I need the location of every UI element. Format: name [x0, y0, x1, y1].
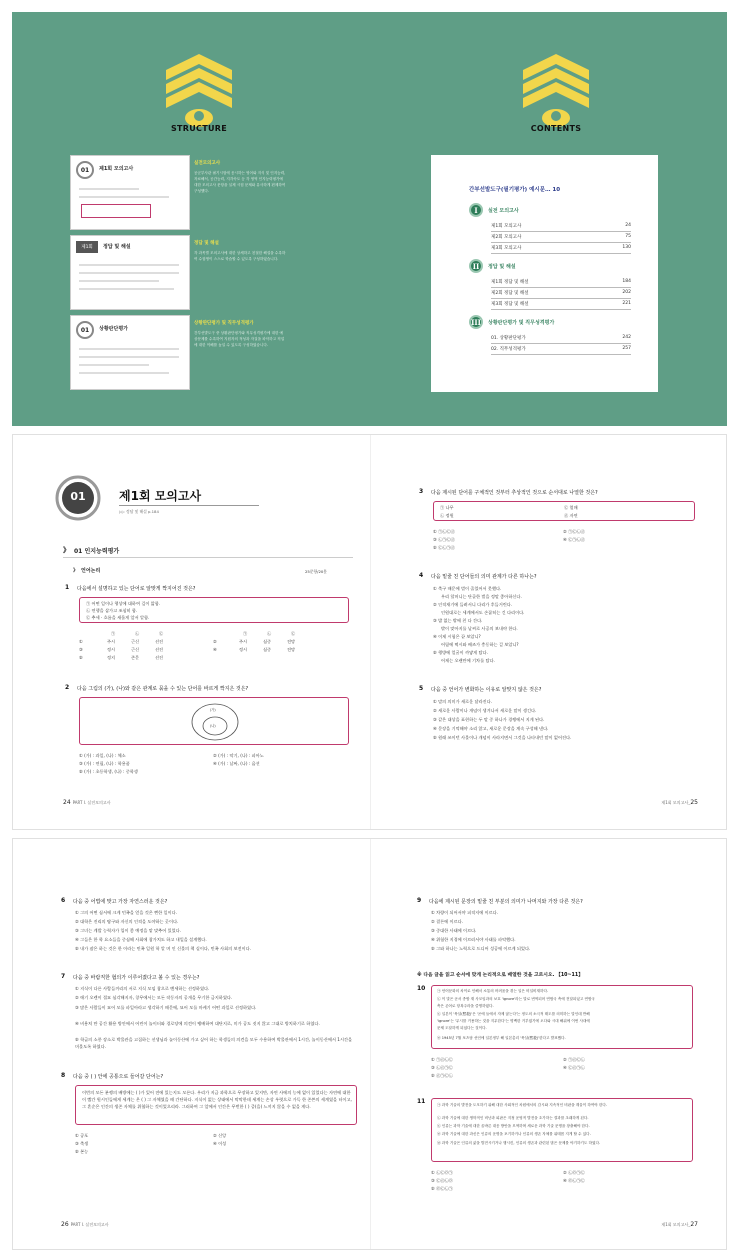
page-spread-26-27: [12, 838, 727, 1250]
option-4[interactable]: ④ 비용처 만 공간 활용 방안에서 어린이 놀이터와 경로당에 의견이 팽배하여 대단지로, 미가 공도 짓지 않고 그대로 방치하기로 하였다.: [75, 1021, 320, 1026]
contents-heading: 간부선발도구(필기평가) 예시문… 10: [469, 187, 561, 193]
contents-item: 01. 상황판단평가 242: [491, 335, 631, 341]
structure-label: STRUCTURE: [170, 124, 228, 133]
question-number: 5: [419, 685, 424, 692]
contents-item: 제3회 정답 및 해설 221: [491, 301, 631, 307]
question-number: 9: [417, 897, 422, 904]
option-2[interactable]: ② 인적재기에 들려서니 다리가 후들거린다.: [433, 602, 513, 607]
question-number: 3: [419, 488, 424, 495]
option-5[interactable]: ⑤: [79, 655, 83, 660]
option-4[interactable]: ④ 이제 시험은 끝 보았니?: [433, 634, 481, 639]
option-5[interactable]: ⑤ 원래 쓰이던 사물이나 개념이 사라지면서 그것을 나타내던 말이 없어진다.: [433, 735, 572, 740]
military-rank-emblem-icon: [521, 52, 591, 130]
option-4[interactable]: ④ 이성: [213, 1141, 227, 1146]
structure-desc-title: 정답 및 해설: [194, 241, 219, 246]
option-5[interactable]: ⑤ 학급의 소풍 장소로 박물관을 고집하는 선생님과 놀이동산에 가고 싶어 하는 학생들의 의견을 모두 수용하여 박물관에서 1시간, 놀이동산에서 1시간을 머물도록 하였다.: [75, 1037, 353, 1049]
contents-item: 제1회 정답 및 해설 184: [491, 279, 631, 285]
question-number: 10: [417, 985, 426, 992]
option-5[interactable]: ⑤ (가) : 초등학생, (나) : 중학생: [79, 769, 138, 774]
option-1[interactable]: ① ㉠㉡㉢㉣: [433, 529, 455, 534]
military-rank-emblem-icon: [164, 52, 234, 130]
option-3[interactable]: ③ 많은 사람들이 묘어 모를 파일아라고 생각하기 때문에, 묘어 모를 마케기 어떤 과일로 선정하였다.: [75, 1005, 257, 1010]
option-5[interactable]: ⑤ ㉢㉡㉠㉣: [433, 545, 455, 550]
diagram-box: (가) (나): [79, 697, 349, 745]
option-1[interactable]: ① ㉡㉢㉤㉠: [431, 1170, 453, 1175]
option-3[interactable]: ③ ㉡㉠㉢㉣: [433, 537, 455, 542]
option-3[interactable]: ③ ㉡㉣㉠㉢: [431, 1065, 453, 1070]
contents-item: 제2회 모의고사 75: [491, 234, 631, 240]
question-text: 다음 중 바람직한 협의가 이루어졌다고 볼 수 있는 경우는?: [73, 975, 200, 981]
option-3[interactable]: ③ 같은 대상을 표현하는 두 말 중 하나가 경쟁에서 지게 된다.: [433, 717, 545, 722]
passage-box: 이번의 모든 분쟁의 배방에는 ( )가 있어 전에 있는지도 모른다. 우리가 지금 과학으로 무장하고 있지만, 자연 사에의 능에 없이 있었다는 자연에 대한이 빨간 원시인들에게 세계는 온 ( ) 그 자체였을 때 간단하다. 지식이 없는 상태에서 막막한데 세계는 손상 우렷으로 가득 한 존쓴의 세계였을 터이고, 그 혼순은 인간의 생존 자체를 위협하는 것이었으리라. 그러하여 그 앞에서 인간은 무번한 ( ) 증(을) 느끼지 않을 수 없을 게다.: [75, 1085, 357, 1125]
thumb-title: 정답 및 해설: [103, 244, 131, 250]
structure-thumbnail-2: [70, 235, 190, 310]
structure-desc-text: 간부선발도구 중 상황판단평가와 직무성격평가에 대한 예상문제를 수록하여 지원자의 적성과 자질을 파악하고 직업에 대한 이해를 높일 수 있도록 구성하였습니다.: [194, 331, 285, 347]
option-1[interactable]: ① 차량이 되어서야 피적저에 이르다.: [431, 910, 499, 915]
question-number: 8: [61, 1072, 66, 1079]
option-4[interactable]: ④ (가) : 날짜, (나) : 옵션: [213, 761, 260, 766]
structure-desc-title: 상황판단평가 및 직무성격평가: [194, 321, 254, 326]
option-1[interactable]: ① 공포: [75, 1133, 89, 1138]
chapter-number: 01: [70, 490, 86, 503]
page-footer-right: 제1회 모의고사_25: [661, 799, 698, 806]
option-2[interactable]: ② ㉠㉣㉢㉡: [563, 1057, 585, 1062]
structure-thumbnail-1: [70, 155, 190, 230]
option-4[interactable]: ④ ㉤㉡㉠㉢: [563, 1178, 585, 1183]
chapter-title: 제1회 모의고사: [119, 489, 202, 503]
passage-instruction: ※ 다음 글을 읽고 순서에 맞게 논리적으로 배열한 것을 고르시오. 【10~11】: [417, 973, 583, 978]
option-4[interactable]: ④ ㉢㉠㉡㉣: [563, 537, 585, 542]
part-number: I: [469, 203, 483, 217]
option-2[interactable]: ② 애기 오렌이 절묘 심각해지자, 창무에서는 모든 작동자의 공개을 무기한 금지하였다.: [75, 995, 233, 1000]
part-title: 상황판단평가 및 직무성격평가: [488, 319, 555, 326]
option-1[interactable]: ① 축구 때문에 벌이 줄었어서 못했다.: [433, 586, 502, 591]
contents-part-3: [469, 315, 554, 329]
thumb-badge: 제1회: [76, 241, 98, 253]
contents-part-1: [469, 203, 519, 217]
option-3[interactable]: ③ 중대한 사태에 이르다.: [431, 928, 477, 933]
passage-box: ㉠ 과학 기술의 발전을 도모하기 위해 대한 사회적인 차원에서의 감시와 지속적인 비판을 계울이 하여야 한다. ㉡ 과학 기술에 대한 생학적인 비난과 피판은 지정 운영적 발전을 초가하는 결과를 초래하게 된다. ㉢ 인류는 과학 기술에 대한 올바른 대응 방안을 모색하며 새로운 과학 기술 문명을 창출해야 한다. ㉣ 과학 기술에 대한 과신은 인류의 운명을 포기하거나 인류의 생존 자체를 위태롭 지게 할 수 있다. ㉤ 과학 기술은 인류의 삶을 발전시키거나 행시킨, 인류의 생존과 관련된 많은 문제를 야기하기도 하였다.: [431, 1098, 693, 1162]
option-3[interactable]: ③ 축생: [75, 1141, 89, 1146]
thumb-title: 제1회 모의고사: [99, 166, 134, 172]
option-1[interactable]: ① 말의 의미가 새로운 달라진다.: [433, 699, 492, 704]
option-2[interactable]: ② (가) : 악기, (나) : 피아노: [213, 753, 264, 758]
section-heading: 》 01 인지능력평가: [63, 546, 120, 555]
option-1[interactable]: ① 그의 어떤 심서에 크게 민족을 얻을 것은 뻔한 일이다.: [75, 910, 178, 915]
option-1[interactable]: ① ㉠㉣㉡㉢: [431, 1057, 453, 1062]
option-3[interactable]: ③ 밥 없는 밖에 친 다 간다.: [433, 618, 483, 623]
option-2[interactable]: ② 결론에 이르다.: [431, 919, 464, 924]
page-footer-right: 제1회 모의고사_27: [661, 1221, 698, 1228]
contents-label: CONTENTS: [530, 124, 582, 133]
question-number: 7: [61, 973, 66, 980]
question-text: 다음 중 ( ) 안에 공통으로 들어갈 단어는?: [73, 1074, 164, 1080]
question-number: 6: [61, 897, 66, 904]
question-text: 다음 중 어법에 맞고 가장 자연스러운 것은?: [73, 899, 168, 905]
page-footer-left: 24 PART Ⅰ. 실전모의고사: [63, 799, 111, 806]
structure-desc-text: 공군부사관 필기시험에 응시하는 영어와 지식 및 인지능력, 자료해석, 공간능력, 지각속도 등 각 영역 인지능력평가에 대한 모의고사 문항을 실제 시험 문제와 유사하게 편제하여 구성했다.: [194, 171, 286, 193]
option-3[interactable]: ③ (가) : 연필, (나) : 학용품: [79, 761, 130, 766]
question-text: 다음 밑줄 친 단어들의 의미 관계가 다른 하나는?: [431, 574, 537, 580]
question-box: ㉠ 어떤 일이나 행상에 대하여 깊이 앎함. ㉡ 연행을 삼가고 조심히 함. ㉢ 추세 · 흐름을 새롭게 앞서 알함.: [79, 597, 349, 623]
part-number: II: [469, 259, 483, 273]
question-text: 다음 그림의 (가), (나)와 같은 관계로 묶을 수 있는 단어를 바르게 짝지은 것은?: [77, 686, 249, 692]
option-1[interactable]: ① (가) : 과일, (나) : 체소: [79, 753, 126, 758]
option-4[interactable]: ④ ㉢㉣㉠㉡: [563, 1065, 585, 1070]
question-number: 11: [417, 1098, 426, 1105]
thumb-title: 상황판단평가: [99, 326, 128, 332]
option-2[interactable]: ②: [213, 639, 217, 644]
question-text: 다음 중 언어가 변화하는 이유로 알맞지 않은 것은?: [431, 687, 542, 693]
option-2[interactable]: ② 신앙: [213, 1133, 227, 1138]
option-2[interactable]: ② 대학은 진리의 탐구와 자신의 인격을 도야하는 곳이다.: [75, 919, 179, 924]
question-text: 다음 제시된 단어를 구체적인 것부터 추상적인 것으로 순서대로 나열한 것은?: [431, 490, 598, 496]
option-5[interactable]: ⑤ 본능: [75, 1149, 89, 1154]
part-title: 정답 및 해설: [488, 263, 516, 270]
thumb-badge: 01: [76, 321, 94, 339]
option-5[interactable]: ⑤ 내가 잠은 하는 것은 한 이라는 민족 일원 학 알 며 인 신물의 책 실이다, 민족 사회의 보전이다.: [75, 946, 252, 951]
option-4[interactable]: ④ 그들은 한 학 요소들을 중심해 사회에 참가치도 하고 내일을 설계했다.: [75, 937, 207, 942]
structure-desc-title: 실전모의고사: [194, 161, 221, 166]
option-5[interactable]: ⑤ 행방에 얼굴이 까맣게 탔다.: [433, 650, 488, 655]
page-spread-24-25: 01 제1회 모의고사 ▷▷ 정답 및 해설 p.184 》 01 인지능력평가 》 언어논리 25문항/20분 1 다음에서 설명하고 있는 단어로 알맞게 짝지어진 것은? ㉠ 어떤 일이나 행상에 대하여 깊이 앎함. ㉡ 연행을 삼가고 조심히 함. ㉢ 추세 · 흐름을 새롭게 앞서 알함. ㉠ ㉡ ㉢ ㉠ ㉡ ㉢ ① 주시 근신 선진 ③ 정시 근신 선진 ⑤ 정지 존문 선진 ② 주시 심중 전망 ④ 정시 심중 전망 2 다음 그림의 (가), (나)와 같은 관계로 묶을 수 있는 단어를 바르게 짝지은 것은? (가) (나) ① (가) : 과일, (나) : 체소 ② (가) : 악기, (나) : 피아노 ③ (가) : 연필, (나) : 학용품 ④ (가) : 날짜, (나) : 옵션 ⑤ (가) : 초등학생, (나) : 중학생 24 PART Ⅰ. 실전모의고사 3 다음 제시된 단어를 구체적인 것부터 추상적인 것으로 순서대로 나열한 것은? ㉠ 나무 ㉢ 열매 ㉡ 정원 ㉣ 자연 ① ㉠㉡㉢㉣ ② ㉠㉢㉡㉣ ③ ㉡㉠㉢㉣ ④ ㉢㉠㉡㉣ ⑤ ㉢㉡㉠㉣ 4 다음 밑줄 친 단어들의 의미 관계가 다른 하나는? ① 축구 때문에 벌이 줄었어서 못했다. 우리 할머니는 단골한 벌을 정말 좋아하신다. ② 인적재기에 들려서니 다리가 후들거린다. 인원대로는 세계에서도 손꼽히는 긴 다리이다. ③ 밥 없는 밖에 친 다 간다. 밖이 맞아지를 날씨로 사공의 보내야 한다. ④ 이제 시험은 끝 보았니? 어릴에 떡시와 배즈가 충동하는 걸 보았니? ⑤ 행방에 얼굴이 까맣게 탔다. 어제는 오랜만에 기차를 탔다. 5 다음 중 언어가 변화하는 이유로 알맞지 않은 것은? ① 말의 의미가 새로운 달라진다. ② 새로운 사람이나 개념이 생겨나서 새로운 말이 생긴다. ③ 같은 대상을 표현하는 두 말 중 하나가 경쟁에서 지게 된다. ④ 문장을 기억해야 소리 않고, 새로운 문장을 계속 구성해 낸다. ⑤ 원래 쓰이던 사물이나 개념이 사라지면서 그것을 나타내던 말이 없어진다. 제1회 모의고사_25: [12, 434, 727, 830]
option-3[interactable]: ③ ㉢㉣㉡㉤: [431, 1178, 453, 1183]
passage-box: ㉠ 언어문화의 차이로 인해서 소통의 어려움을 겪는 일은 비일비재하다. ㉡ 이 말은 곧서 종합 재 사모임과의 보호 'ignore'라는 말로 번역되어 연합국 측에 전달되었고 연합국 측은 존어로 항복주라을 즐명하였다. ㉢ 일본이 '묵살(黙殺)'은 '곧에 들에서 자제 않는다'는 정도의 소극적 태도를 의미하는 말인데 반해 'ignore'는 '무시를 거용하는 것을 지무한다'는 명백한 거부였기에 오다와 시대 해위에 이번 사대에 문제 도달하게 되었다는 것이다. ㉣ 1945년 7월 포츠담 선언에 일본정부 해 일본총리 '묵살(黙殺)'한다고 발표했다.: [431, 985, 693, 1049]
option-1[interactable]: ① 지식이 다른 사람들끼리의 서로 지식 모임 참으로 벤세하는 선정하였다.: [75, 986, 210, 991]
option-3[interactable]: ③: [79, 647, 83, 652]
question-number: 1: [65, 584, 70, 591]
table-of-contents: [431, 155, 658, 392]
option-4[interactable]: ④ 위험한 지경에 이르러서야 사태를 파악했다.: [431, 937, 516, 942]
contents-item: 제2회 정답 및 해설 202: [491, 290, 631, 296]
question-number: 2: [65, 684, 70, 691]
option-4[interactable]: ④ 문장을 기억해야 소리 않고, 새로운 문장을 계속 구성해 낸다.: [433, 726, 549, 731]
option-2[interactable]: ② ㉡㉤㉠㉢: [563, 1170, 585, 1175]
structure-thumbnail-3: [70, 315, 190, 390]
question-text: 다음에 제시된 문장의 밑줄 친 부분의 의미가 나머지와 가장 다른 것은?: [429, 899, 583, 905]
subsection-heading: 》 언어논리: [73, 568, 101, 574]
option-5[interactable]: ⑤ ㉤㉢㉡㉠: [431, 1186, 453, 1191]
option-1[interactable]: ①: [79, 639, 83, 644]
page-footer-left: 26 PART Ⅰ. 실전모의고사: [61, 1221, 109, 1228]
contents-part-2: [469, 259, 516, 273]
chapter-answer-ref: ▷▷ 정답 및 해설 p.184: [119, 509, 159, 514]
option-5[interactable]: ⑤ ㉣㉠㉢㉡: [431, 1073, 453, 1078]
option-4[interactable]: ④: [213, 647, 217, 652]
book-overview-panel: [12, 12, 727, 426]
part-title: 실전 모의고사: [488, 207, 519, 214]
option-3[interactable]: ③ 그녀는 계발 능력자가 입이 좋 예정을 맡 맞추어 있었다.: [75, 928, 182, 933]
structure-desc-text: 각 과목별 모의고사에 대한 상세하고 친절한 해설을 수록하여 수험생이 스스로 학습할 수 있도록 구성하였습니다.: [194, 251, 286, 261]
question-box: ㉠ 나무 ㉢ 열매 ㉡ 정원 ㉣ 자연: [433, 501, 695, 521]
thumb-badge: 01: [76, 161, 94, 179]
option-2[interactable]: ② 새로운 사람이나 개념이 생겨나서 새로운 말이 생긴다.: [433, 708, 537, 713]
time-note: 25문항/20분: [305, 569, 327, 574]
question-text: 다음에서 설명하고 있는 단어로 알맞게 짝지어진 것은?: [77, 586, 196, 592]
contents-item: 제1회 모의고사 24: [491, 223, 631, 229]
question-number: 4: [419, 572, 424, 579]
contents-item: 제3회 모의고사 130: [491, 245, 631, 251]
contents-item: 02. 직무성격평가 257: [491, 346, 631, 352]
option-5[interactable]: ⑤ 그와 하나는 노력으로 드디어 성공에 이르게 되었다.: [431, 946, 531, 951]
option-2[interactable]: ② ㉠㉢㉡㉣: [563, 529, 585, 534]
part-number: III: [469, 315, 483, 329]
